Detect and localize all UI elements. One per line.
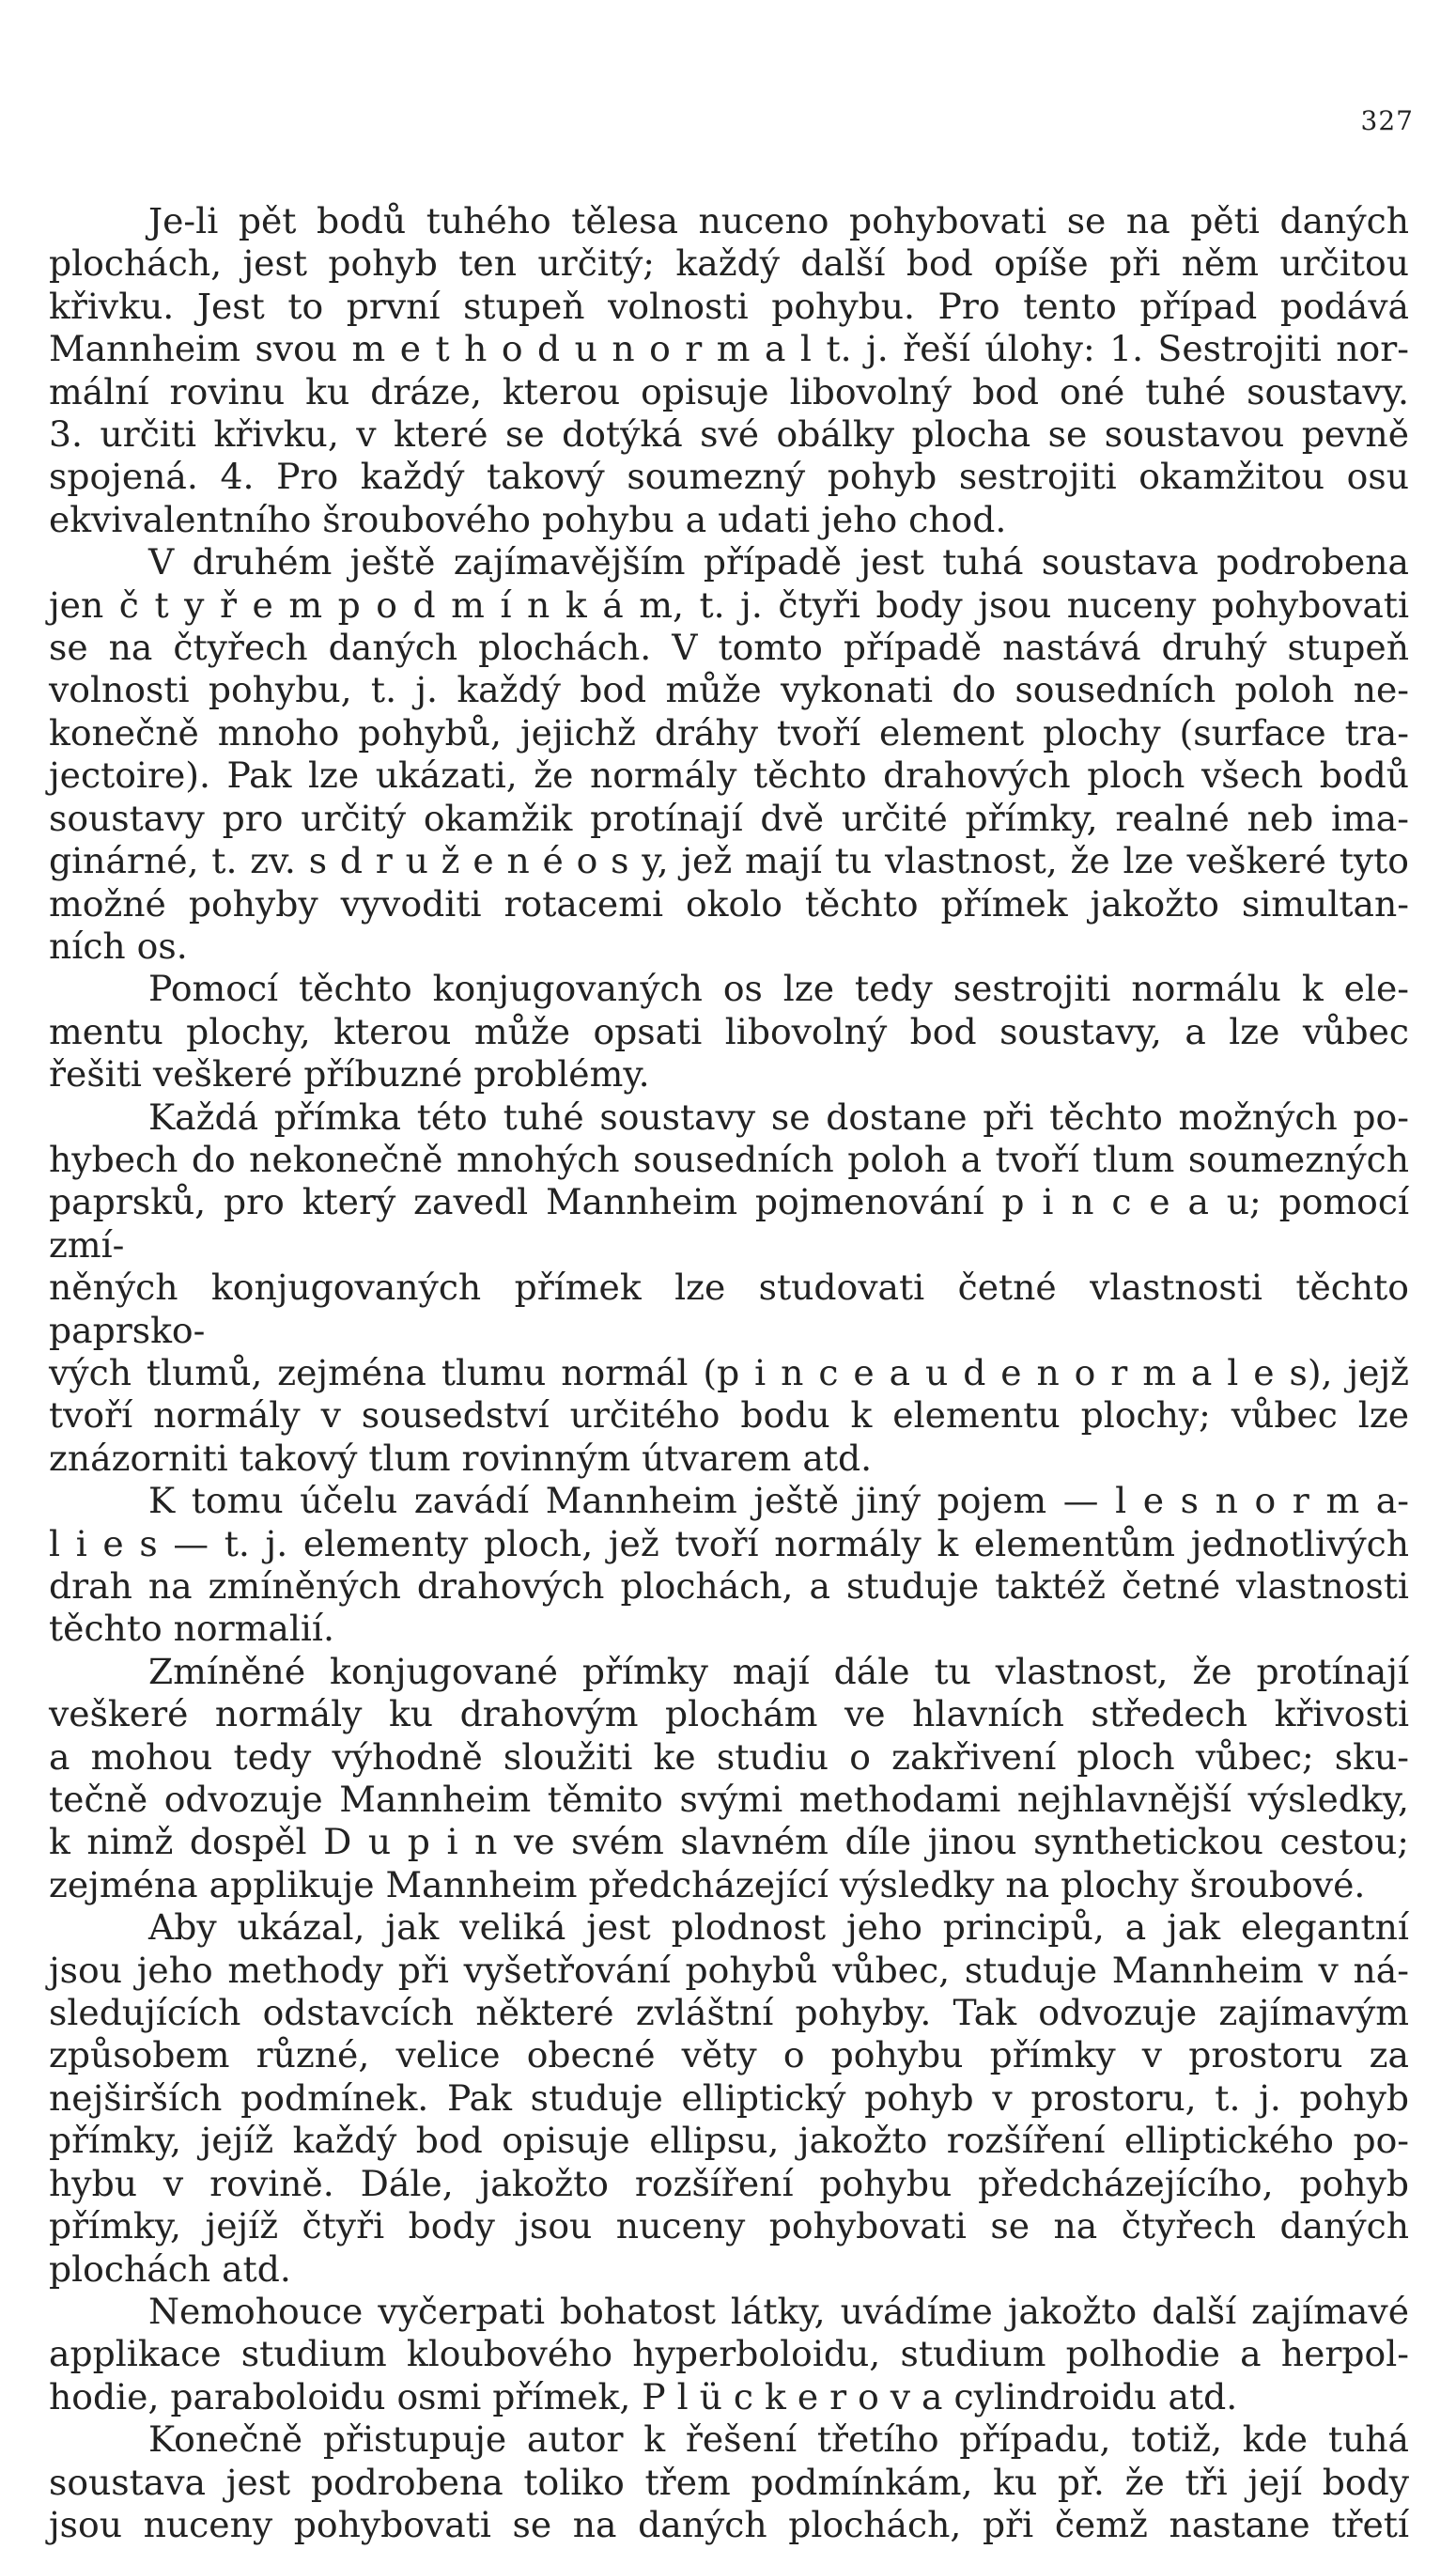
text-line: mentu plochy, kterou může opsati libovolný bod soustavy, a lze vůbec: [49, 1010, 1409, 1052]
text-line: a mohou tedy výhodně sloužiti ke studiu o zakřivení ploch vůbec; sku-: [49, 1735, 1409, 1778]
paragraph: [49, 541, 1409, 968]
text-line: plochách atd.: [49, 2247, 291, 2290]
text-line: možné pohyby vyvoditi rotacemi okolo těchto přímek jakožto simultan-: [49, 882, 1409, 925]
paragraph: [49, 2418, 1409, 2546]
text-line: V druhém ještě zajímavějším případě jest tuhá soustava podrobena: [148, 541, 1409, 583]
text-line: konečně mnoho pohybů, jejichž dráhy tvoří element plochy (surface tra-: [49, 711, 1409, 754]
text-line: ginárné, t. zv. s d r u ž e n é o s y, jež mají tu vlastnost, že lze veškeré tyto: [49, 840, 1409, 882]
text-line: se na čtyřech daných plochách. V tomto případě nastává druhý stupeň: [49, 627, 1409, 669]
text-line: K tomu účelu zavádí Mannheim ještě jiný pojem — l e s n o r m a-: [148, 1480, 1409, 1522]
text-line: plochách, jest pohyb ten určitý; každý další bod opíše při něm určitou: [49, 242, 1409, 285]
text-line: Aby ukázal, jak veliká jest plodnost jeho principů, a jak elegantní: [148, 1906, 1409, 1949]
text-line: tvoří normály v sousedství určitého bodu k elementu plochy; vůbec lze: [49, 1394, 1409, 1437]
text-line: Nemohouce vyčerpati bohatost látky, uvádíme jakožto další zajímavé: [148, 2290, 1409, 2332]
text-line: Je-li pět bodů tuhého tělesa nuceno pohybovati se na pěti daných: [148, 200, 1409, 241]
text-line: paprsků, pro který zavedl Mannheim pojmenování p i n c e a u; pomocí zmí-: [49, 1181, 1409, 1266]
text-line: řešiti veškeré příbuzné problémy.: [49, 1053, 650, 1096]
text-line: ekvivalentního šroubového pohybu a udati jeho chod.: [49, 498, 1007, 540]
text-line: applikace studium kloubového hyperboloidu, studium polhodie a herpol-: [49, 2333, 1409, 2375]
text-line: zejména applikuje Mannheim předcházející výsledky na plochy šroubové.: [49, 1863, 1366, 1905]
text-line: drah na zmíněných drahových plochách, a studuje taktéž četné vlastnosti: [49, 1565, 1409, 1607]
text-line: Zmíněné konjugované přímky mají dále tu vlastnost, že protínají: [148, 1650, 1409, 1692]
text-line: vých tlumů, zejména tlumu normál (p i n c e a u d e n o r m a l e s), jejž: [49, 1351, 1409, 1393]
paragraph: [49, 1906, 1409, 2291]
text-line: něných konjugovaných přímek lze studovati četné vlastnosti těchto paprsko-: [49, 1267, 1409, 1351]
text-line: soustavy pro určitý okamžik protínají dvě určité přímky, realné neb ima-: [49, 797, 1409, 839]
text-line: ních os.: [49, 925, 188, 967]
text-line: přímky, jejíž čtyři body jsou nuceny pohybovati se na čtyřech daných: [49, 2205, 1409, 2247]
text-line: hodie, paraboloidu osmi přímek, P l ü c k e r o v a cylindroidu atd.: [49, 2375, 1238, 2417]
text-line: veškeré normály ku drahovým plochám ve hlavních středech křivosti: [49, 1693, 1409, 1735]
text-line: jsou jeho methody při vyšetřování pohybů vůbec, studuje Mannheim v ná-: [49, 1949, 1409, 1991]
text-line: jectoire). Pak lze ukázati, že normály těchto drahových ploch všech bodů: [49, 754, 1409, 797]
text-line: 3. určiti křivku, v které se dotýká své obálky plocha se soustavou pevně: [49, 413, 1409, 456]
text-line: těchto normalií.: [49, 1608, 334, 1650]
text-line: hybu v rovině. Dále, jakožto rozšíření pohybu předcházejícího, pohyb: [49, 2162, 1409, 2204]
text-line: křivku. Jest to první stupeň volnosti pohybu. Pro tento případ podává: [49, 285, 1409, 327]
paragraph: [49, 200, 1409, 541]
text-line: Každá přímka této tuhé soustavy se dostane při těchto možných po-: [148, 1096, 1409, 1138]
text-line: znázorniti takový tlum rovinným útvarem atd.: [49, 1437, 873, 1479]
text-line: jsou nuceny pohybovati se na daných plochách, při čemž nastane třetí: [49, 2503, 1409, 2545]
paragraph: [49, 1651, 1409, 1906]
text-line: přímky, jejíž každý bod opisuje ellipsu, jakožto rozšíření elliptického po-: [49, 2120, 1409, 2162]
paragraph: [49, 1096, 1409, 1481]
paragraph: [49, 968, 1409, 1096]
text-line: Pomocí těchto konjugovaných os lze tedy sestrojiti normálu k ele-: [148, 968, 1409, 1010]
text-line: Mannheim svou m e t h o d u n o r m a l t. j. řeší úlohy: 1. Sestrojiti nor-: [49, 328, 1409, 370]
text-line: volnosti pohybu, t. j. každý bod může vykonati do sousedních poloh ne-: [49, 669, 1409, 711]
paragraph: [49, 2291, 1409, 2418]
text-line: Konečně přistupuje autor k řešení třetího případu, totiž, kde tuhá: [148, 2418, 1409, 2461]
text-line: tečně odvozuje Mannheim těmito svými methodami nejhlavnější výsledky,: [49, 1779, 1409, 1821]
text-line: jen č t y ř e m p o d m í n k á m, t. j. čtyři body jsou nuceny pohybovati: [49, 583, 1409, 626]
paragraph: [49, 1480, 1409, 1651]
page-number: 327: [1360, 105, 1414, 136]
text-line: sledujících odstavcích některé zvláštní pohyby. Tak odvozuje zajímavým: [49, 1992, 1409, 2034]
text-line: nejširších podmínek. Pak studuje elliptický pohyb v prostoru, t. j. pohyb: [49, 2076, 1409, 2119]
text-line: spojená. 4. Pro každý takový soumezný pohyb sestrojiti okamžitou osu: [49, 456, 1409, 498]
text-line: hybech do nekonečně mnohých sousedních poloh a tvoří tlum soumezných: [49, 1138, 1409, 1180]
text-line: způsobem různé, velice obecné věty o pohybu přímky v prostoru za: [49, 2034, 1409, 2076]
body-text: [49, 200, 1409, 2546]
text-line: k nimž dospěl D u p i n ve svém slavném díle jinou synthetickou cestou;: [49, 1821, 1409, 1863]
text-line: soustava jest podrobena toliko třem podmínkám, ku př. že tři její body: [49, 2461, 1409, 2503]
text-line: l i e s — t. j. elementy ploch, jež tvoří normály k elementům jednotlivých: [49, 1522, 1409, 1564]
text-line: mální rovinu ku dráze, kterou opisuje libovolný bod oné tuhé soustavy.: [49, 370, 1409, 412]
